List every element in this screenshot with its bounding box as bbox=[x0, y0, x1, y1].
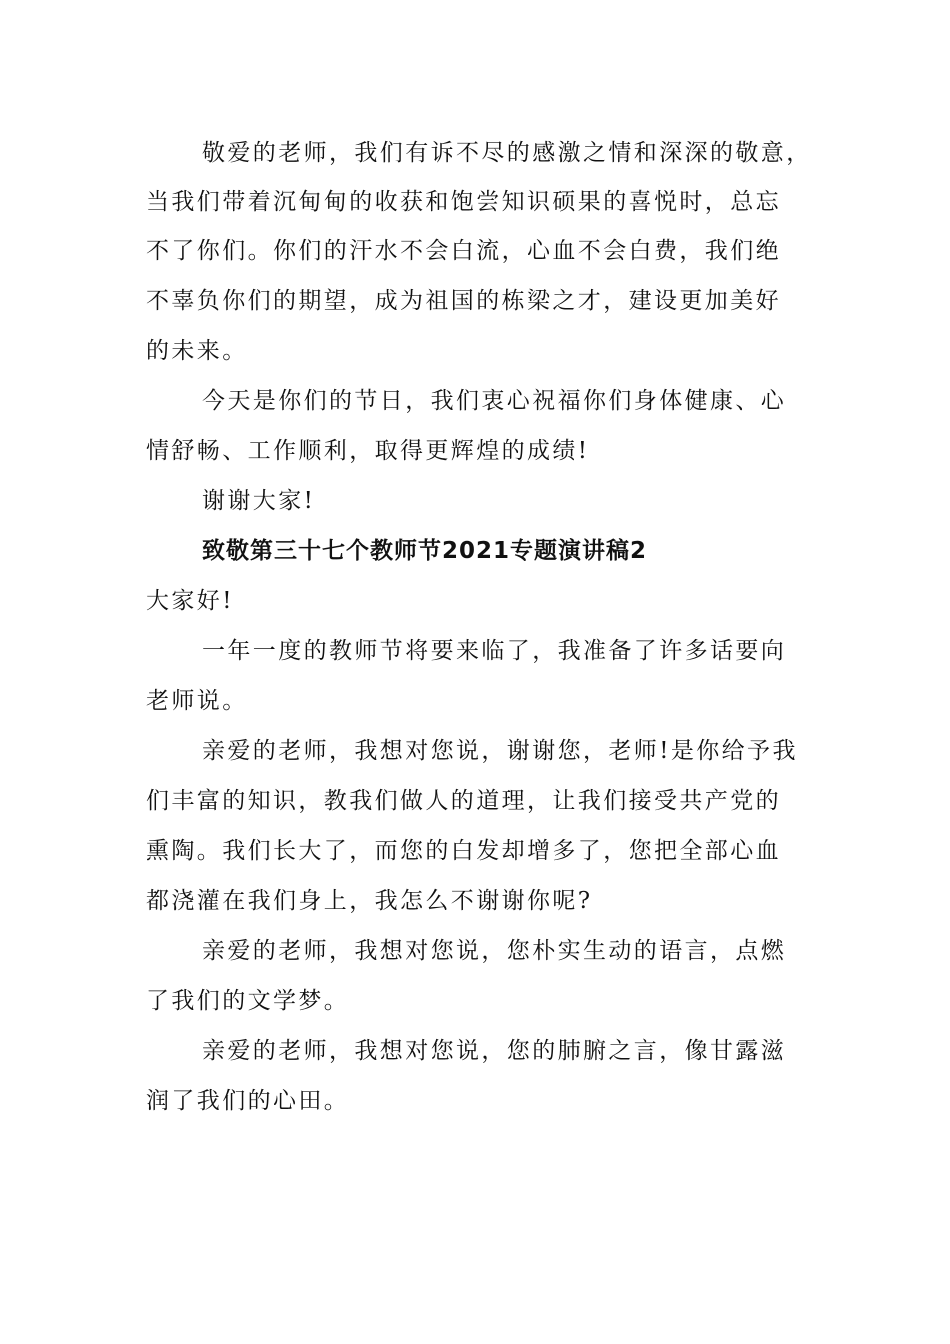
section-heading: 致敬第三十七个教师节2021专题演讲稿2 bbox=[202, 538, 648, 564]
paragraph-1-line-4: 不辜负你们的期望，成为祖国的栋梁之才，建设更加美好 bbox=[146, 288, 781, 314]
paragraph-6-line-1: 亲爱的老师，我想对您说，您的肺腑之言，像甘露滋 bbox=[202, 1038, 787, 1064]
paragraph-4-line-2: 们丰富的知识，教我们做人的道理，让我们接受共产党的 bbox=[146, 788, 781, 814]
paragraph-5-line-1: 亲爱的老师，我想对您说，您朴实生动的语言，点燃 bbox=[202, 938, 787, 964]
paragraph-3-line-1: 一年一度的教师节将要来临了，我准备了许多话要向 bbox=[202, 638, 787, 664]
paragraph-1-line-2: 当我们带着沉甸甸的收获和饱尝知识硕果的喜悦时，总忘 bbox=[146, 189, 781, 215]
greeting-line: 大家好! bbox=[146, 588, 234, 614]
paragraph-4-line-3: 熏陶。我们长大了，而您的白发却增多了，您把全部心血 bbox=[146, 838, 781, 864]
paragraph-1-line-1: 敬爱的老师，我们有诉不尽的感激之情和深深的敬意， bbox=[202, 140, 812, 166]
paragraph-4-line-4: 都浇灌在我们身上，我怎么不谢谢你呢? bbox=[146, 888, 593, 914]
paragraph-2-line-1: 今天是你们的节日，我们衷心祝福你们身体健康、心 bbox=[202, 388, 787, 414]
paragraph-5-line-2: 了我们的文学梦。 bbox=[146, 988, 350, 1014]
thanks-line: 谢谢大家! bbox=[202, 488, 316, 514]
paragraph-1-line-5: 的未来。 bbox=[146, 338, 248, 364]
paragraph-1-line-3: 不了你们。你们的汗水不会白流，心血不会白费，我们绝 bbox=[146, 238, 781, 264]
paragraph-2-line-2: 情舒畅、工作顺利，取得更辉煌的成绩! bbox=[146, 438, 590, 464]
paragraph-4-line-1: 亲爱的老师，我想对您说，谢谢您，老师!是你给予我 bbox=[202, 738, 798, 764]
paragraph-6-line-2: 润了我们的心田。 bbox=[146, 1088, 350, 1114]
paragraph-3-line-2: 老师说。 bbox=[146, 688, 248, 714]
